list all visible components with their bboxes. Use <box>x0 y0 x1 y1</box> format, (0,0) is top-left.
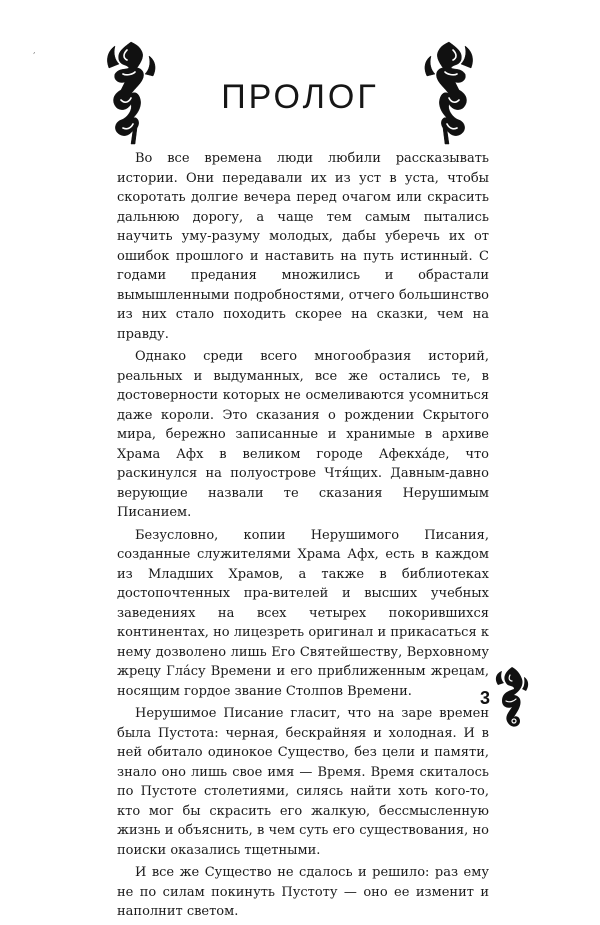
chapter-title: ПРОЛОГ <box>221 78 379 116</box>
paragraph: И все же Существо не сдалось и решило: раз ему не по силам покинуть Пустоту — оно ее изменит и наполнит светом. <box>117 865 489 919</box>
paragraph: Однако среди всего многообразия историй, реальных и выдуманных, все же остались те, в достоверности которых не осмеливаются усомниться даже короли. Это сказания о рождении Скрытого мира, бережно записанные и хранимые в архиве Храма Афх в великом городе Афекха́де, что раскинулся на полуострове Чтя́щих. Давным-давно верующие назвали те сказания Нерушимым Писанием. <box>117 349 489 520</box>
dragon-footer-icon <box>494 665 530 731</box>
paragraph: Безусловно, копии Нерушимого Писания, созданные служителями Храма Афх, есть в каждом из Младших Храмов, а также в библиотеках достопочтенных пра-вителей и высших учебных заведениях на всех четырех покорившихся континентах, но лицезреть оригинал и прикасаться к нему дозволено лишь Его Святейшеству, Верховному жрецу Гла́су Времени и его приближенным жрецам, носящим гордое звание Столпов Времени. <box>117 527 489 699</box>
page-edge-mark: , <box>33 46 36 55</box>
page-number: 3 <box>480 688 491 708</box>
paragraph: Во все времена люди любили рассказывать истории. Они передавали их из уст в уста, чтобы скоротать долгие вечера перед очагом или скрасить дальнюю дорогу, а чаще тем самым пытались научить уму-разуму молодых, дабы уберечь их от ошибок прошлого и наставить на путь истинный. С годами предания множились и обрастали вымышленными подробностями, отчего большинство из них стало походить скорее на сказки, чем на правду. <box>117 151 489 342</box>
chapter-body <box>117 149 489 925</box>
paragraph: Нерушимое Писание гласит, что на заре времен была Пустота: черная, бескрайняя и холодная. И в ней обитало одинокое Существо, без цели и памяти, знало оно лишь свое имя — Время. Время скиталось по Пустоте столетиями, силясь найти хоть кого-то, кто мог бы скрасить его жалкую, бессмысленную жизнь и объяснить, в чем суть его существования, но поиски оказались тщетными. <box>117 706 489 858</box>
